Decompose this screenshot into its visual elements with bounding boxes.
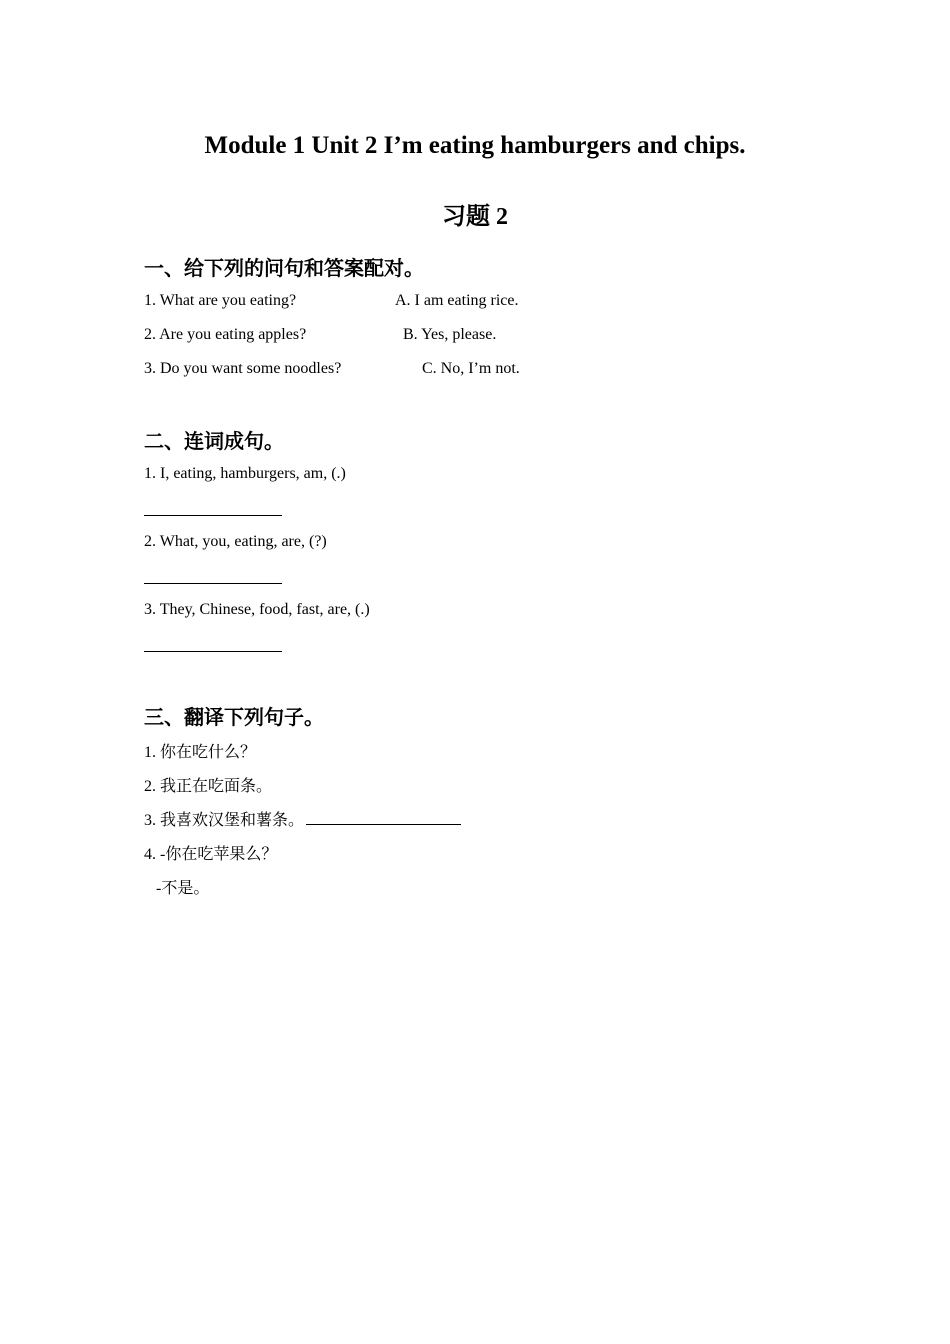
translate-item-4-reply: -不是。 xyxy=(156,880,210,897)
word-order-item-3: 3. They, Chinese, food, fast, are, (.) xyxy=(144,601,370,618)
answer-c: C. No, I’m not. xyxy=(422,360,520,377)
translate-item-4: 4. -你在吃苹果么？ xyxy=(144,846,278,863)
word-order-item-1: 1. I, eating, hamburgers, am, (.) xyxy=(144,465,346,482)
page-subtitle: 习题 2 xyxy=(442,204,508,230)
translate-item-3-row xyxy=(144,807,461,830)
answer-blank-2[interactable] xyxy=(144,583,282,584)
translate-item-3: 3. 我喜欢汉堡和薯条。 xyxy=(144,812,305,829)
section2-heading: 二、连词成句。 xyxy=(144,429,284,453)
answer-a: A. I am eating rice. xyxy=(395,292,519,309)
translate-blank-3[interactable] xyxy=(306,810,461,825)
question-3: 3. Do you want some noodles? xyxy=(144,360,342,377)
section1-heading: 一、给下列的问句和答案配对。 xyxy=(144,256,424,280)
page-title: Module 1 Unit 2 I’m eating hamburgers and chips. xyxy=(204,132,746,159)
question-1: 1. What are you eating? xyxy=(144,292,297,309)
question-2: 2. Are you eating apples? xyxy=(144,326,307,343)
answer-blank-1[interactable] xyxy=(144,515,282,516)
answer-b: B. Yes, please. xyxy=(403,326,497,343)
translate-item-2: 2. 我正在吃面条。 xyxy=(144,778,273,795)
answer-blank-3[interactable] xyxy=(144,651,282,652)
word-order-item-2: 2. What, you, eating, are, (?) xyxy=(144,533,327,550)
translate-item-1: 1. 你在吃什么？ xyxy=(144,744,257,761)
section3-heading: 三、翻译下列句子。 xyxy=(144,705,324,729)
